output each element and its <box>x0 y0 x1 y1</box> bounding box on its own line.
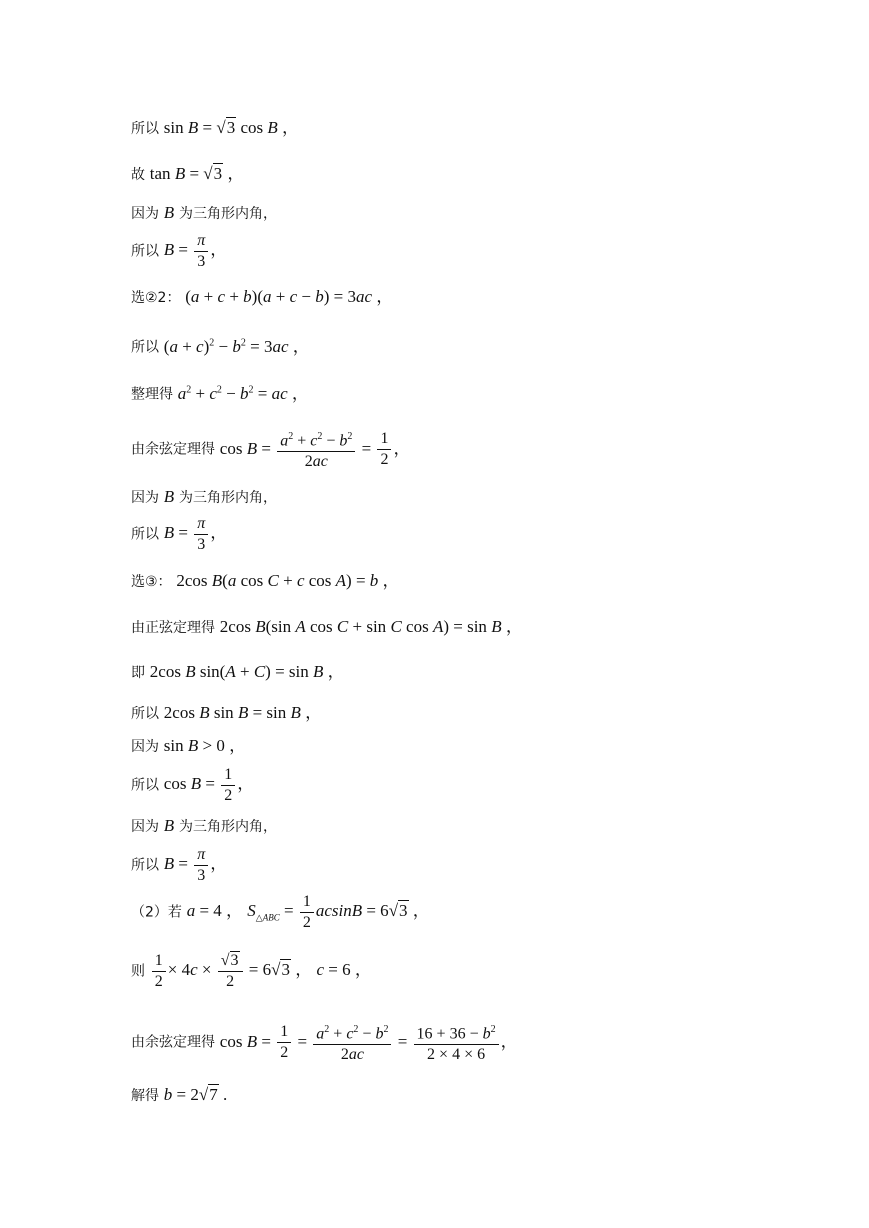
solution-line <box>131 487 277 508</box>
line-prefix: 所以 <box>131 243 159 260</box>
solution-line <box>131 1021 518 1064</box>
formula: $a^2 + c^2 - b^2$ = ac ， <box>177 383 309 403</box>
formula: B <box>163 203 175 222</box>
formula: $\frac{1}{2}$ × 4c × $\frac{√3}{2}$ = 6√3 ， c = 6 ， <box>150 960 372 979</box>
formula: $(a + c)^2 - b^2 = 3ac$ ， <box>163 336 310 356</box>
formula: 2cos B(sin A cos C + sin C cos A) = sin B ， <box>219 617 523 636</box>
line-prefix: 所以 <box>131 121 159 137</box>
formula: B = $\frac{\pi}{3}$ ， <box>163 515 228 553</box>
formula: a = 4 ， $S_{\triangle ABC}$ = $\frac{1}{2}$ acsinB = 6√3 ， <box>186 893 430 931</box>
solution-line <box>131 893 430 932</box>
line-prefix: 因为 <box>131 739 159 755</box>
solution-line <box>131 333 310 358</box>
line-prefix: 选②2： <box>131 290 181 306</box>
formula: 2cos B sin B = sin B ， <box>163 703 323 722</box>
line-prefix: 则 <box>131 963 145 980</box>
line-prefix: 由余弦定理得 <box>131 441 215 458</box>
formula: cos B = $\frac{a^2 + c^2 - b^2}{2ac}$ = $\frac{1}{2}$ ， <box>220 439 411 458</box>
line-suffix: 为三角形内角， <box>178 490 277 506</box>
solution-line <box>131 380 309 405</box>
line-prefix: 因为 <box>131 206 159 222</box>
formula: cos B = $\frac{1}{2}$ = $\frac{a^2 + c^2 - b^2}{2ac}$ = $\frac{16 + 36 - b^2}{2 \times 4 \times 6}$ ， <box>220 1032 518 1051</box>
line-prefix: 由正弦定理得 <box>131 620 215 636</box>
line-prefix: 所以 <box>131 339 159 356</box>
solution-line <box>131 203 277 224</box>
solution-line <box>131 118 299 139</box>
line-prefix: 所以 <box>131 777 159 794</box>
line-prefix: 因为 <box>131 819 159 835</box>
formula: 2cos B(a cos C + c cos A) = b ， <box>176 571 400 590</box>
solution-line <box>131 428 410 471</box>
solution-line <box>131 515 227 554</box>
formula: B = $\frac{\pi}{3}$ ， <box>163 232 228 270</box>
formula: B <box>163 816 175 835</box>
formula: (a + c + b)(a + c − b) = 3ac ， <box>185 287 394 306</box>
solution-line <box>131 287 393 308</box>
line-prefix: 即 <box>131 665 145 681</box>
formula: B <box>163 487 175 506</box>
line-prefix: 因为 <box>131 490 159 506</box>
line-prefix: 所以 <box>131 706 159 722</box>
solution-line <box>131 662 345 683</box>
line-suffix: 为三角形内角， <box>178 206 277 222</box>
line-prefix: 选③： <box>131 574 172 590</box>
line-prefix: 由余弦定理得 <box>131 1034 215 1051</box>
solution-line <box>131 571 400 592</box>
formula: 2cos B sin(A + C) = sin B ， <box>149 662 345 681</box>
solution-line <box>131 232 227 271</box>
formula: sin B = √3 cos B ， <box>163 118 300 137</box>
solution-line <box>131 164 244 185</box>
line-suffix: 为三角形内角， <box>178 819 277 835</box>
solution-line <box>131 703 322 724</box>
line-prefix: 解得 <box>131 1088 159 1104</box>
line-prefix: 所以 <box>131 857 159 874</box>
solution-line <box>131 736 246 757</box>
solution-line <box>131 846 227 885</box>
formula: tan B = √3 ， <box>149 164 245 183</box>
line-prefix: 整理得 <box>131 386 173 403</box>
line-prefix: （2）若 <box>131 904 182 921</box>
line-prefix: 所以 <box>131 526 159 543</box>
formula: b = 2√7 . <box>163 1085 228 1104</box>
solution-line <box>131 766 254 805</box>
formula: B = $\frac{\pi}{3}$ ， <box>163 846 228 884</box>
solution-line <box>131 1085 227 1106</box>
formula: cos B = $\frac{1}{2}$ ， <box>163 766 255 804</box>
solution-line <box>131 816 277 837</box>
formula: sin B > 0 ， <box>163 736 247 755</box>
solution-line <box>131 952 372 991</box>
line-prefix: 故 <box>131 167 145 183</box>
solution-line <box>131 617 523 638</box>
